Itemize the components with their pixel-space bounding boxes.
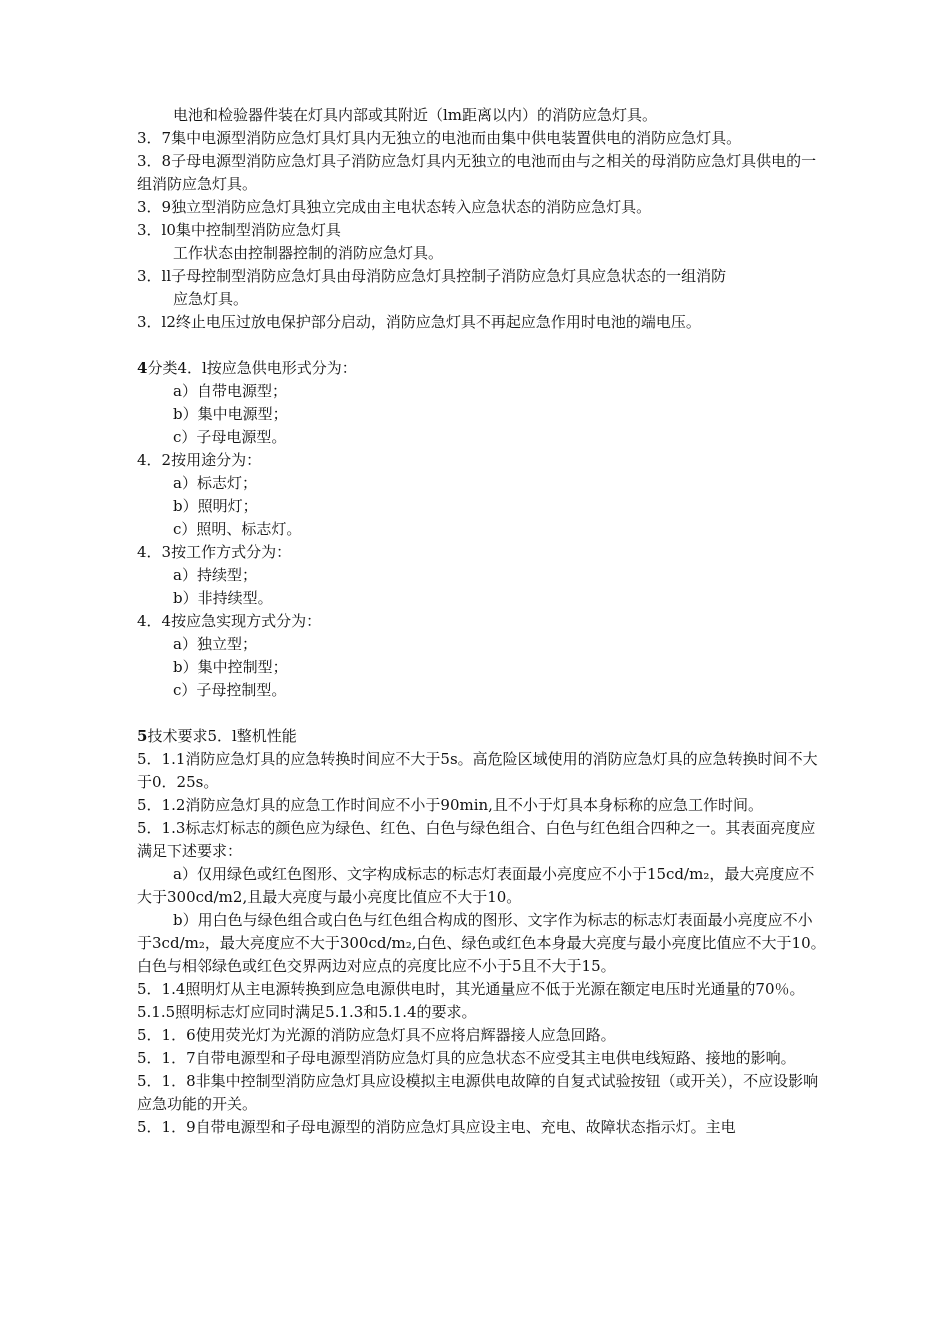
text-line: 3．8子母电源型消防应急灯具子消防应急灯具内无独立的电池而由与之相关的母消防应急灯具供电的一组消防应急灯具。 [137, 152, 817, 193]
section-5-number: 5 [137, 727, 148, 745]
list-item: c）子母控制型。 [173, 681, 287, 699]
spacer [137, 702, 827, 725]
section-4-text: 分类4．l按应急供电形式分为： [147, 359, 357, 377]
text-line: 电池和检验器件装在灯具内部或其附近（lm距离以内）的消防应急灯具。 [173, 106, 658, 124]
paragraph: 5．1．8非集中控制型消防应急灯具应设模拟主电源供电故障的自复式试验按钮（或开关），不应设影响应急功能的开关。 [137, 1072, 819, 1113]
paragraph: 5．1.4照明灯从主电源转换到应急电源供电时，其光通量应不低于光源在额定电压时光通量的70％。 [137, 980, 805, 998]
text-line: 3．ll子母控制型消防应急灯具由母消防应急灯具控制子消防应急灯具应急状态的一组消防 [137, 267, 727, 285]
section-5-heading [137, 725, 827, 748]
section-5-text: 技术要求5．l整机性能 [147, 727, 297, 745]
paragraph: 5．1.1消防应急灯具的应急转换时间应不大于5s。高危险区域使用的消防应急灯具的应急转换时间不大于0．25s。 [137, 750, 818, 791]
list-item: a）自带电源型； [173, 382, 287, 400]
spacer [137, 334, 827, 357]
paragraph: 5．1.2消防应急灯具的应急工作时间应不小于90min,且不小于灯具本身标称的应急工作时间。 [137, 796, 763, 814]
text-line: 4．4按应急实现方式分为： [137, 612, 322, 630]
section-4-number: 4 [137, 359, 148, 377]
list-item: c）子母电源型。 [173, 428, 287, 446]
list-item: c）照明、标志灯。 [173, 520, 302, 538]
paragraph: 5．1．7自带电源型和子母电源型消防应急灯具的应急状态不应受其主电供电线短路、接地的影响。 [137, 1049, 796, 1067]
text-line: 应急灯具。 [173, 290, 249, 308]
list-item: b）集中电源型； [173, 405, 288, 423]
list-item: a）持续型； [173, 566, 257, 584]
text-line: 3．7集中电源型消防应急灯具灯具内无独立的电池而由集中供电装置供电的消防应急灯具。 [137, 129, 742, 147]
paragraph: 5.1.5照明标志灯应同时满足5.1.3和5.1.4的要求。 [137, 1003, 477, 1021]
paragraph: b）用白色与绿色组合或白色与红色组合构成的图形、文字作为标志的标志灯表面最小亮度应不小于3cd/m₂，最大亮度应不大于300cd/m₂,白色、绿色或红色本身最大亮度与最小亮度比值应不大于10。白色与相邻绿色或红色交界两边对应点的亮度比应不小于5且不大于15。 [137, 911, 826, 975]
text-line: 3．9独立型消防应急灯具独立完成由主电状态转入应急状态的消防应急灯具。 [137, 198, 652, 216]
list-item: b）集中控制型； [173, 658, 288, 676]
paragraph: 5．1.3标志灯标志的颜色应为绿色、红色、白色与绿色组合、白色与红色组合四种之一。其表面亮度应满足下述要求： [137, 819, 816, 860]
text-line: 4．3按工作方式分为： [137, 543, 292, 561]
paragraph: 5．1．6使用荧光灯为光源的消防应急灯具不应将启辉器接人应急回路。 [137, 1026, 616, 1044]
list-item: b）照明灯； [173, 497, 258, 515]
document-page [137, 104, 827, 1139]
paragraph: a）仅用绿色或红色图形、文字构成标志的标志灯表面最小亮度应不小于15cd/m₂，最大亮度应不大于300cd/m2,且最大亮度与最小亮度比值应不大于10。 [137, 865, 815, 906]
paragraph: 5．1．9自带电源型和子母电源型的消防应急灯具应设主电、充电、故障状态指示灯。主电 [137, 1118, 736, 1136]
text-line: 3．l0集中控制型消防应急灯具 [137, 221, 341, 239]
text-line: 3．l2终止电压过放电保护部分启动，消防应急灯具不再起应急作用时电池的端电压。 [137, 313, 701, 331]
text-line: 工作状态由控制器控制的消防应急灯具。 [173, 244, 444, 262]
text-line: 4．2按用途分为： [137, 451, 262, 469]
section-4-heading [137, 357, 827, 380]
list-item: a）独立型； [173, 635, 257, 653]
list-item: b）非持续型。 [173, 589, 273, 607]
list-item: a）标志灯； [173, 474, 257, 492]
